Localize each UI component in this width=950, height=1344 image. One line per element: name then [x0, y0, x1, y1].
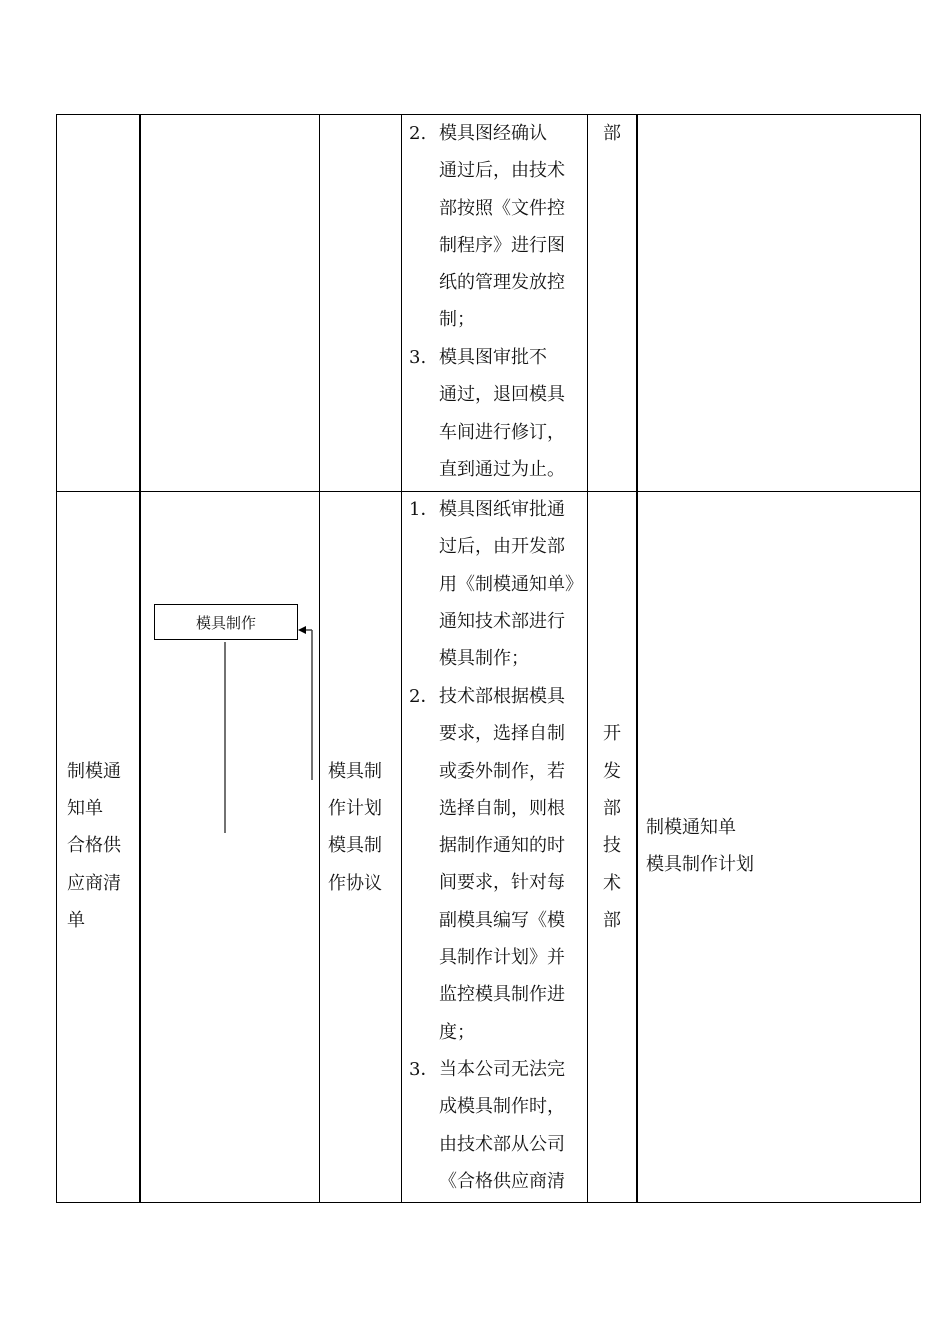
- process-table: [56, 114, 921, 1203]
- responsible-char: 部: [603, 910, 621, 931]
- procedure-item: [409, 1051, 565, 1200]
- responsible-char: 技: [603, 835, 621, 856]
- input-line: 应商清: [67, 873, 121, 894]
- responsible-char: 开: [603, 723, 621, 744]
- arrowhead-icon: [298, 626, 306, 634]
- output-line: 模具制: [328, 761, 382, 782]
- row1-responsible: 部: [603, 123, 621, 144]
- item-line: 模具图经确认: [439, 123, 547, 144]
- item-number: 2.: [409, 123, 427, 144]
- item-line: 过后，由开发部: [439, 536, 565, 558]
- input-line: 制模通: [67, 761, 121, 782]
- record-line: 模具制作计划: [646, 854, 754, 875]
- procedure-item: [409, 491, 583, 677]
- item-line: 模具图审批不: [439, 347, 547, 368]
- responsible-char: 术: [603, 873, 621, 894]
- item-line: 纸的管理发放控: [439, 272, 565, 294]
- item-line: 监控模具制作进: [439, 984, 565, 1006]
- item-line: 制；: [439, 309, 475, 331]
- item-number: 1．: [409, 499, 439, 520]
- item-line: 模具图纸审批通: [439, 499, 565, 520]
- output-line: 作协议: [328, 873, 382, 894]
- item-line: 模具制作；: [439, 648, 529, 670]
- item-number: 3．: [409, 1059, 439, 1080]
- item-line: 技术部根据模具: [439, 686, 565, 707]
- output-line: 作计划: [328, 798, 382, 819]
- item-number: 2．: [409, 686, 439, 707]
- item-line: 部按照《文件控: [439, 197, 565, 219]
- item-line: 间要求，针对每: [439, 872, 565, 894]
- item-line: 当本公司无法完: [439, 1059, 565, 1080]
- item-line: 用《制模通知单》: [439, 573, 583, 595]
- responsible-char: 发: [603, 761, 621, 782]
- item-line: 《合格供应商清: [439, 1170, 565, 1192]
- responsible-char: 部: [603, 798, 621, 819]
- output-line: 模具制: [328, 835, 382, 856]
- item-line: 成模具制作时，: [439, 1096, 565, 1118]
- item-line: 由技术部从公司: [439, 1133, 565, 1155]
- item-line: 制程序》进行图: [439, 234, 565, 256]
- item-line: 度；: [439, 1021, 475, 1043]
- item-line: 车间进行修订，: [439, 421, 565, 443]
- item-line: 据制作通知的时: [439, 835, 565, 857]
- item-line: 通过，退回模具: [439, 384, 565, 406]
- procedure-item: [409, 678, 565, 1051]
- item-line: 要求，选择自制: [439, 723, 565, 745]
- item-number: 3.: [409, 347, 427, 368]
- item-line: 或委外制作，若: [439, 760, 565, 782]
- input-line: 合格供: [67, 835, 121, 856]
- item-line: 通知技术部进行: [439, 610, 565, 632]
- input-line: 知单: [67, 798, 103, 819]
- flow-node-mold-making: 模具制作: [154, 604, 298, 640]
- item-line: 具制作计划》并: [439, 947, 565, 969]
- item-line: 副模具编写《模: [439, 909, 565, 931]
- input-line: 单: [67, 910, 85, 931]
- item-line: 通过后，由技术: [439, 160, 565, 182]
- record-line: 制模通知单: [646, 817, 736, 838]
- item-line: 选择自制，则根: [439, 797, 565, 819]
- item-line: 直到通过为止。: [439, 458, 565, 480]
